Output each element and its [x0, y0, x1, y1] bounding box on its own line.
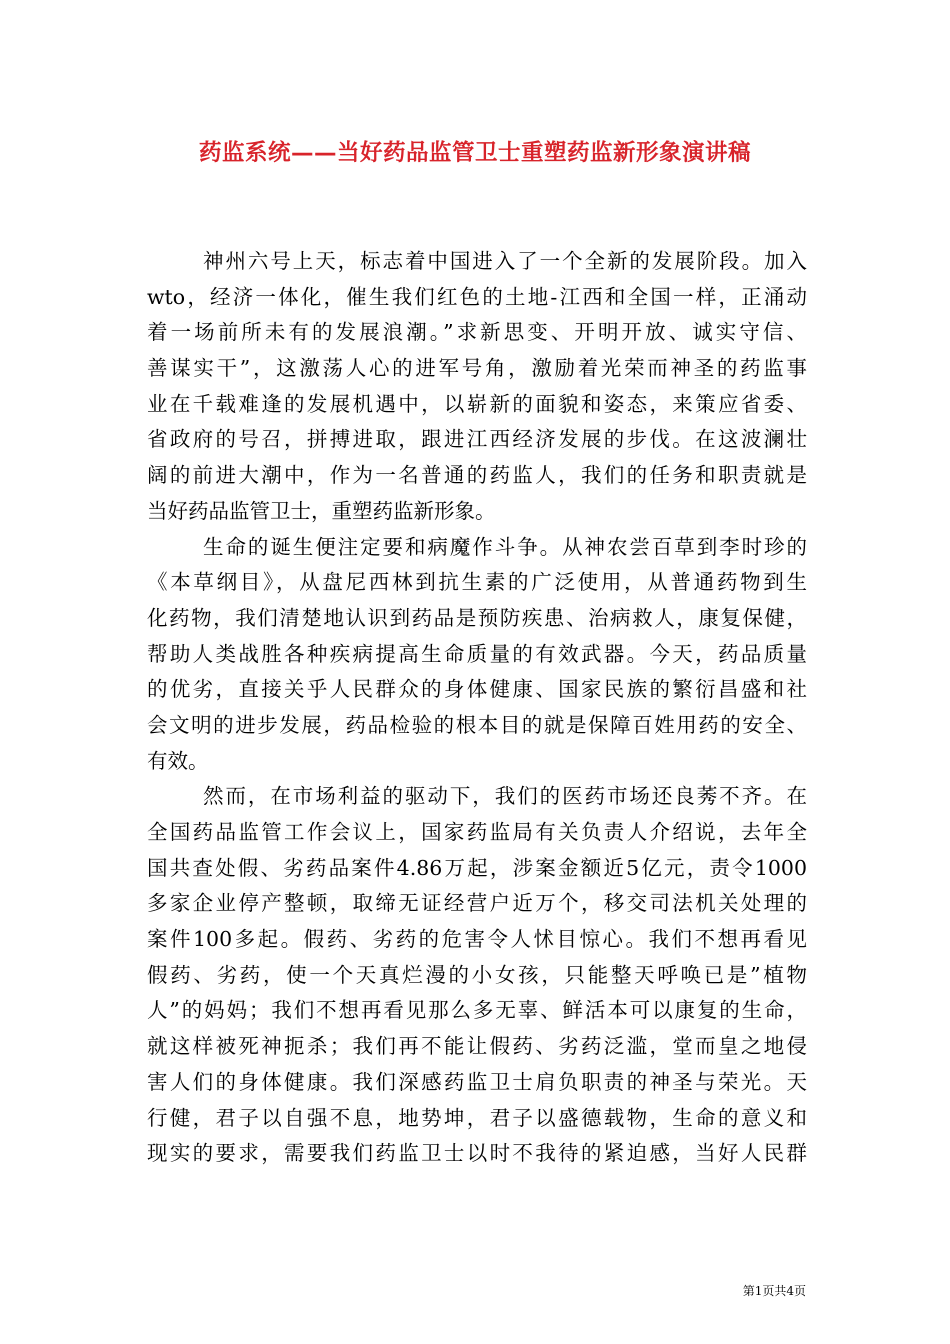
- paragraph-1-line-5: 业在千载难逢的发展机遇中，以崭新的面貌和姿态，来策应省委、: [147, 391, 807, 416]
- paragraph-1-line-8: 当好药品监管卫士，重塑药监新形象。: [147, 498, 496, 523]
- paragraph-1-line-7: 阔的前进大潮中，作为一名普通的药监人，我们的任务和职责就是: [147, 463, 807, 488]
- page-number-footer: 第1页共4页: [742, 1284, 806, 1298]
- paragraph-1-line-4: 善谋实干”，这激荡人心的进军号角，激励着光荣而神圣的药监事: [147, 356, 807, 381]
- paragraph-3-line-3: 国共查处假、劣药品案件4.86万起，涉案金额近5亿元，责令1000: [147, 855, 807, 880]
- paragraph-3-line-4: 多家企业停产整顿，取缔无证经营户近万个，移交司法机关处理的: [147, 891, 807, 916]
- paragraph-2-line-2: 《本草纲目》，从盘尼西林到抗生素的广泛使用，从普通药物到生: [147, 570, 807, 595]
- paragraph-3-line-6: 假药、劣药，使一个天真烂漫的小女孩，只能整天呼唤已是”植物: [147, 962, 807, 987]
- paragraph-1-line-2: wto，经济一体化，催生我们红色的土地-江西和全国一样，正涌动: [147, 284, 807, 309]
- paragraph-1-line-6: 省政府的号召，拼搏进取，跟进江西经济发展的步伐。在这波澜壮: [147, 427, 807, 452]
- paragraph-2-line-7: 有效。: [147, 748, 209, 773]
- paragraph-3-line-5: 案件100多起。假药、劣药的危害令人怵目惊心。我们不想再看见: [147, 927, 807, 952]
- paragraph-3-line-11: 现实的要求，需要我们药监卫士以时不我待的紧迫感，当好人民群: [147, 1141, 807, 1166]
- paragraph-3-line-7: 人”的妈妈；我们不想再看见那么多无辜、鲜活本可以康复的生命，: [147, 998, 807, 1023]
- paragraph-2-line-6: 会文明的进步发展，药品检验的根本目的就是保障百姓用药的安全、: [147, 712, 807, 737]
- paragraph-2-line-3: 化药物，我们清楚地认识到药品是预防疾患、治病救人，康复保健，: [147, 605, 807, 630]
- paragraph-3-line-9: 害人们的身体健康。我们深感药监卫士肩负职责的神圣与荣光。天: [147, 1069, 807, 1094]
- paragraph-3-line-10: 行健，君子以自强不息，地势坤，君子以盛德载物，生命的意义和: [147, 1105, 807, 1130]
- paragraph-1-line-1: 神州六号上天，标志着中国进入了一个全新的发展阶段。加入: [203, 249, 807, 273]
- paragraph-2-line-5: 的优劣，直接关乎人民群众的身体健康、国家民族的繁衍昌盛和社: [147, 677, 807, 702]
- paragraph-2-line-1: 生命的诞生便注定要和病魔作斗争。从神农尝百草到李时珍的: [203, 534, 807, 559]
- paragraph-3-line-2: 全国药品监管工作会议上，国家药监局有关负责人介绍说，去年全: [147, 820, 807, 844]
- paragraph-2-line-4: 帮助人类战胜各种疾病提高生命质量的有效武器。今天，药品质量: [147, 641, 807, 666]
- document-title: 药监系统——当好药品监管卫士重塑药监新形象演讲稿: [198, 140, 751, 166]
- document-body: [147, 244, 807, 1172]
- paragraph-1-line-3: 着一场前所未有的发展浪潮。”求新思变、开明开放、诚实守信、: [147, 320, 807, 345]
- paragraph-3-line-1: 然而，在市场利益的驱动下，我们的医药市场还良莠不齐。在: [203, 784, 807, 809]
- paragraph-3-line-8: 就这样被死神扼杀；我们再不能让假药、劣药泛滥，堂而皇之地侵: [147, 1034, 807, 1059]
